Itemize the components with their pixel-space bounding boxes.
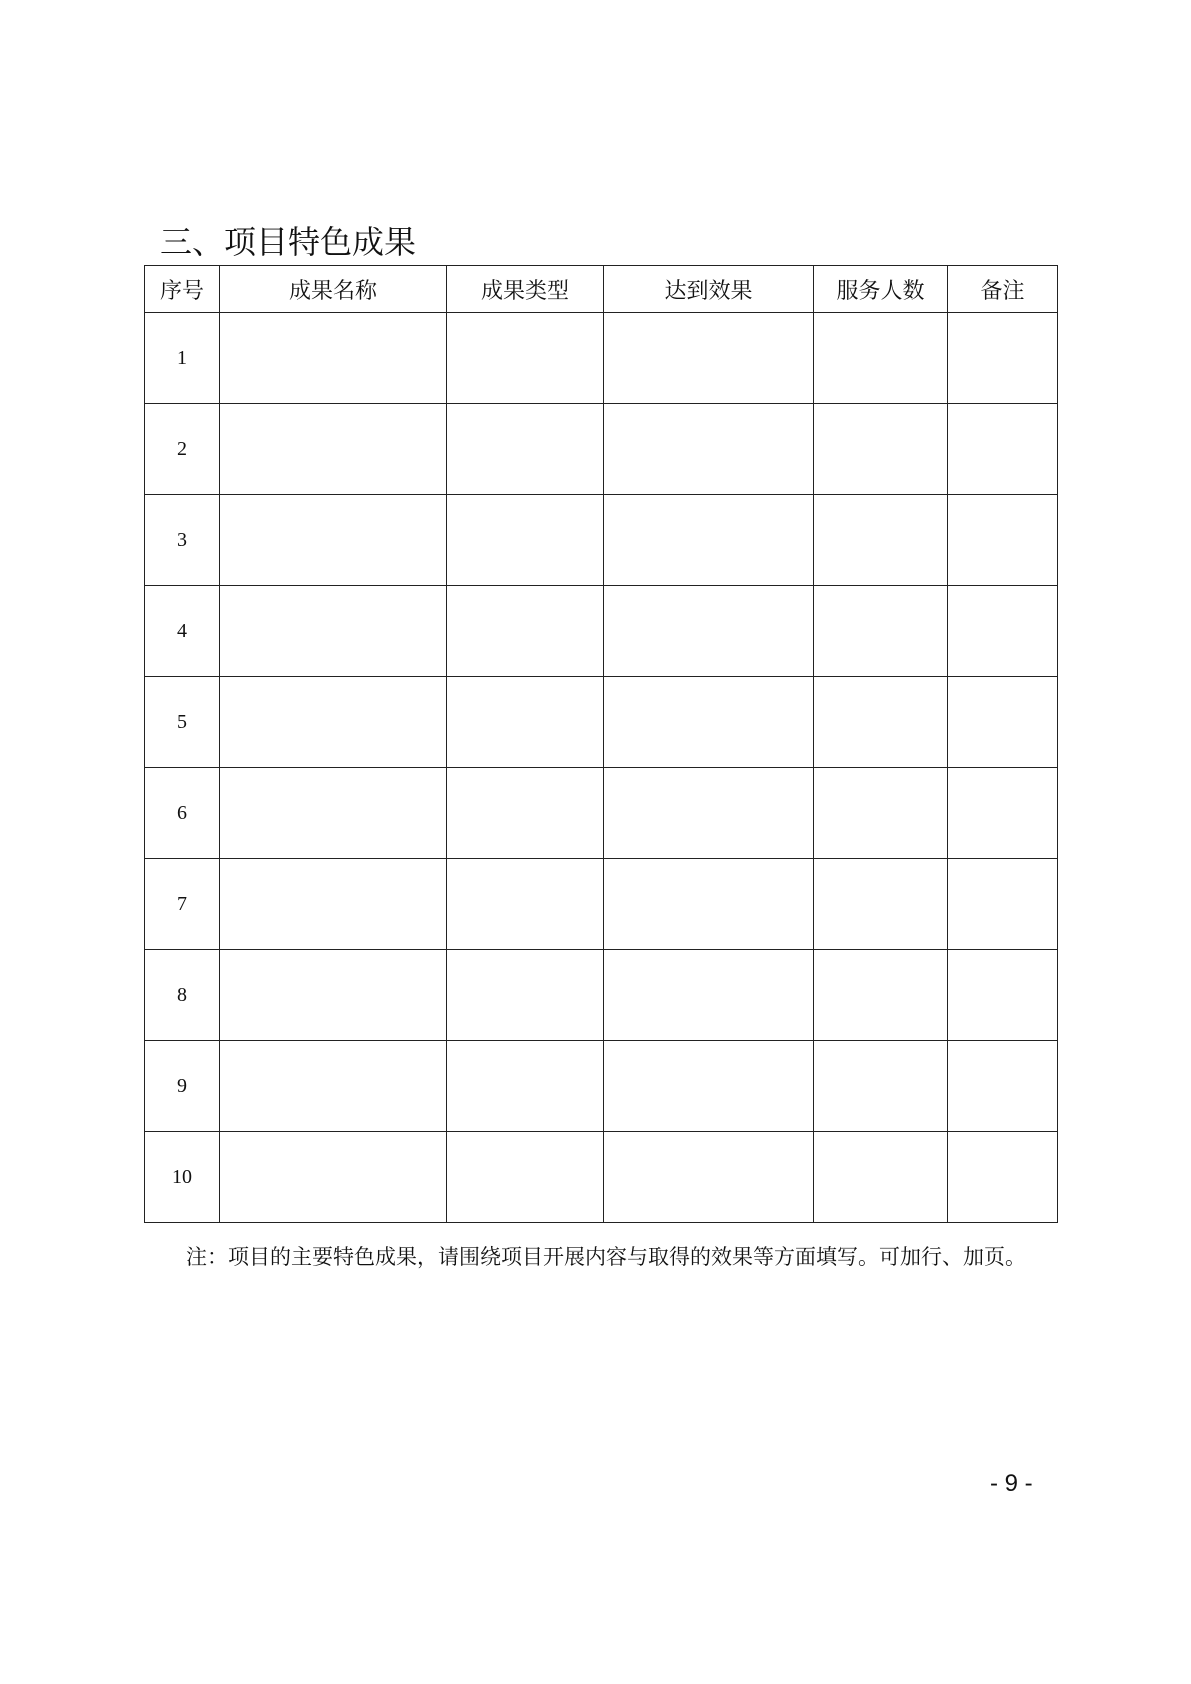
- cell-people-served[interactable]: [814, 586, 948, 677]
- cell-result-type[interactable]: [447, 313, 604, 404]
- cell-people-served[interactable]: [814, 1041, 948, 1132]
- cell-result-name[interactable]: [220, 768, 447, 859]
- table-row: [145, 677, 1058, 768]
- cell-result-type[interactable]: [447, 404, 604, 495]
- cell-remarks[interactable]: [948, 404, 1058, 495]
- cell-achieved-effect[interactable]: [604, 1132, 814, 1223]
- table-row: [145, 313, 1058, 404]
- row-number: 3: [145, 495, 220, 586]
- cell-people-served[interactable]: [814, 859, 948, 950]
- cell-result-type[interactable]: [447, 677, 604, 768]
- section-title: 三、项目特色成果: [160, 223, 417, 261]
- cell-remarks[interactable]: [948, 859, 1058, 950]
- cell-result-type[interactable]: [447, 495, 604, 586]
- row-number: 9: [145, 1041, 220, 1132]
- results-table: [144, 265, 1058, 1223]
- table-row: [145, 586, 1058, 677]
- header-remarks: 备注: [948, 266, 1058, 313]
- row-number: 5: [145, 677, 220, 768]
- table-row: [145, 1132, 1058, 1223]
- row-number: 2: [145, 404, 220, 495]
- cell-remarks[interactable]: [948, 768, 1058, 859]
- table-row: [145, 950, 1058, 1041]
- cell-people-served[interactable]: [814, 1132, 948, 1223]
- cell-achieved-effect[interactable]: [604, 495, 814, 586]
- table-row: [145, 768, 1058, 859]
- cell-achieved-effect[interactable]: [604, 313, 814, 404]
- table-row: [145, 859, 1058, 950]
- cell-result-name[interactable]: [220, 859, 447, 950]
- cell-remarks[interactable]: [948, 950, 1058, 1041]
- cell-achieved-effect[interactable]: [604, 677, 814, 768]
- cell-remarks[interactable]: [948, 1132, 1058, 1223]
- cell-result-type[interactable]: [447, 768, 604, 859]
- header-result-type: 成果类型: [447, 266, 604, 313]
- cell-remarks[interactable]: [948, 495, 1058, 586]
- table-note: 注：项目的主要特色成果，请围绕项目开展内容与取得的效果等方面填写。可加行、加页。: [186, 1245, 1026, 1269]
- header-result-name: 成果名称: [220, 266, 447, 313]
- cell-result-name[interactable]: [220, 1041, 447, 1132]
- cell-people-served[interactable]: [814, 677, 948, 768]
- table-row: [145, 404, 1058, 495]
- header-serial-number: 序号: [145, 266, 220, 313]
- table-row: [145, 1041, 1058, 1132]
- cell-result-name[interactable]: [220, 404, 447, 495]
- cell-achieved-effect[interactable]: [604, 586, 814, 677]
- cell-people-served[interactable]: [814, 313, 948, 404]
- cell-people-served[interactable]: [814, 404, 948, 495]
- cell-remarks[interactable]: [948, 586, 1058, 677]
- cell-result-name[interactable]: [220, 1132, 447, 1223]
- cell-achieved-effect[interactable]: [604, 859, 814, 950]
- header-people-served: 服务人数: [814, 266, 948, 313]
- cell-result-type[interactable]: [447, 1041, 604, 1132]
- row-number: 8: [145, 950, 220, 1041]
- cell-result-name[interactable]: [220, 313, 447, 404]
- cell-result-name[interactable]: [220, 495, 447, 586]
- cell-remarks[interactable]: [948, 677, 1058, 768]
- cell-remarks[interactable]: [948, 313, 1058, 404]
- cell-achieved-effect[interactable]: [604, 768, 814, 859]
- cell-result-type[interactable]: [447, 586, 604, 677]
- cell-result-type[interactable]: [447, 950, 604, 1041]
- header-achieved-effect: 达到效果: [604, 266, 814, 313]
- row-number: 4: [145, 586, 220, 677]
- page-number: - 9 -: [990, 1470, 1033, 1497]
- table-header-row: [145, 266, 1058, 313]
- table-row: [145, 495, 1058, 586]
- cell-result-type[interactable]: [447, 1132, 604, 1223]
- cell-result-name[interactable]: [220, 950, 447, 1041]
- row-number: 6: [145, 768, 220, 859]
- cell-people-served[interactable]: [814, 950, 948, 1041]
- row-number: 7: [145, 859, 220, 950]
- cell-result-name[interactable]: [220, 586, 447, 677]
- cell-people-served[interactable]: [814, 495, 948, 586]
- cell-achieved-effect[interactable]: [604, 404, 814, 495]
- cell-people-served[interactable]: [814, 768, 948, 859]
- row-number: 1: [145, 313, 220, 404]
- cell-remarks[interactable]: [948, 1041, 1058, 1132]
- cell-result-name[interactable]: [220, 677, 447, 768]
- cell-achieved-effect[interactable]: [604, 1041, 814, 1132]
- cell-result-type[interactable]: [447, 859, 604, 950]
- cell-achieved-effect[interactable]: [604, 950, 814, 1041]
- row-number: 10: [145, 1132, 220, 1223]
